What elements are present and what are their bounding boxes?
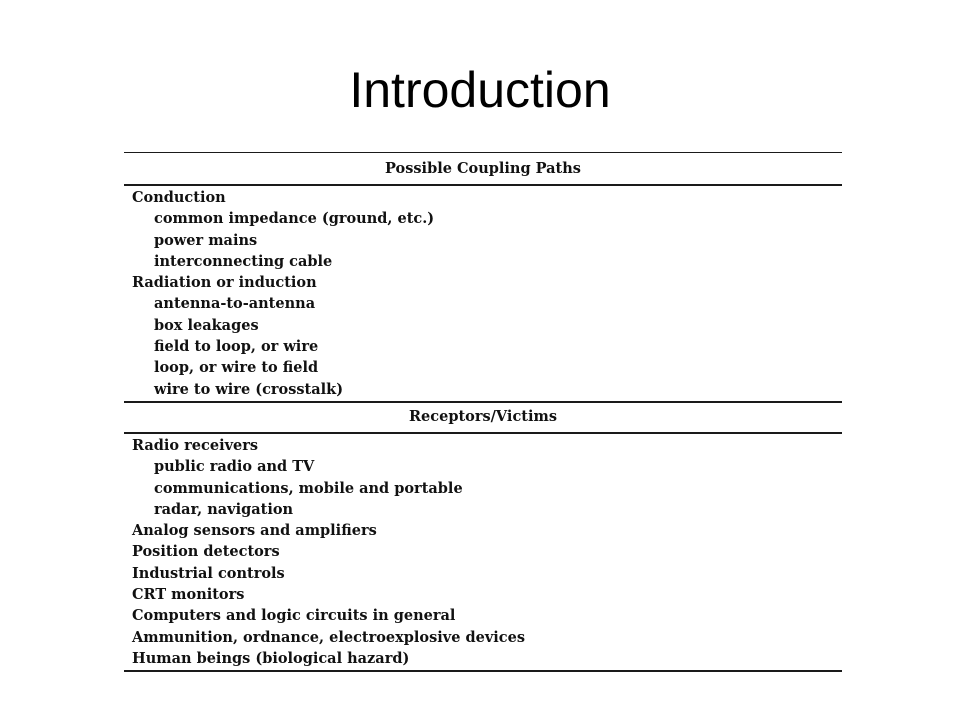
receptors-list xyxy=(124,434,842,670)
list-item: Ammunition, ordnance, electroexplosive devices xyxy=(132,628,525,646)
list-item: interconnecting cable xyxy=(154,252,333,270)
list-item: field to loop, or wire xyxy=(154,338,319,356)
slide-title: Introduction xyxy=(349,62,611,118)
list-item: box leakages xyxy=(154,316,259,334)
coupling-paths-list xyxy=(124,186,842,401)
list-item: CRT monitors xyxy=(132,586,245,604)
list-item: loop, or wire to field xyxy=(154,359,319,377)
list-item: antenna-to-antenna xyxy=(154,295,316,313)
table-bottom-rule xyxy=(124,670,842,672)
list-item: Radiation or induction xyxy=(132,274,317,292)
list-item: Radio receivers xyxy=(132,436,259,454)
list-item: Conduction xyxy=(132,189,226,206)
list-item: Industrial controls xyxy=(132,564,285,582)
table-top-rule xyxy=(124,152,842,153)
list-item: power mains xyxy=(154,231,258,249)
list-item: radar, navigation xyxy=(154,500,294,518)
list-item: communications, mobile and portable xyxy=(154,479,463,497)
list-item: wire to wire (crosstalk) xyxy=(154,380,344,398)
list-item: Position detectors xyxy=(132,543,280,561)
coupling-table xyxy=(124,152,842,672)
list-item: common impedance (ground, etc.) xyxy=(154,210,435,228)
section-header-receptors-victims: Receptors/Victims xyxy=(409,407,557,425)
section-header-coupling-paths: Possible Coupling Paths xyxy=(385,160,581,177)
list-item: public radio and TV xyxy=(154,458,315,476)
list-item: Computers and logic circuits in general xyxy=(132,607,456,625)
list-item: Analog sensors and amplifiers xyxy=(132,522,377,540)
list-item: Human beings (biological hazard) xyxy=(132,649,410,667)
